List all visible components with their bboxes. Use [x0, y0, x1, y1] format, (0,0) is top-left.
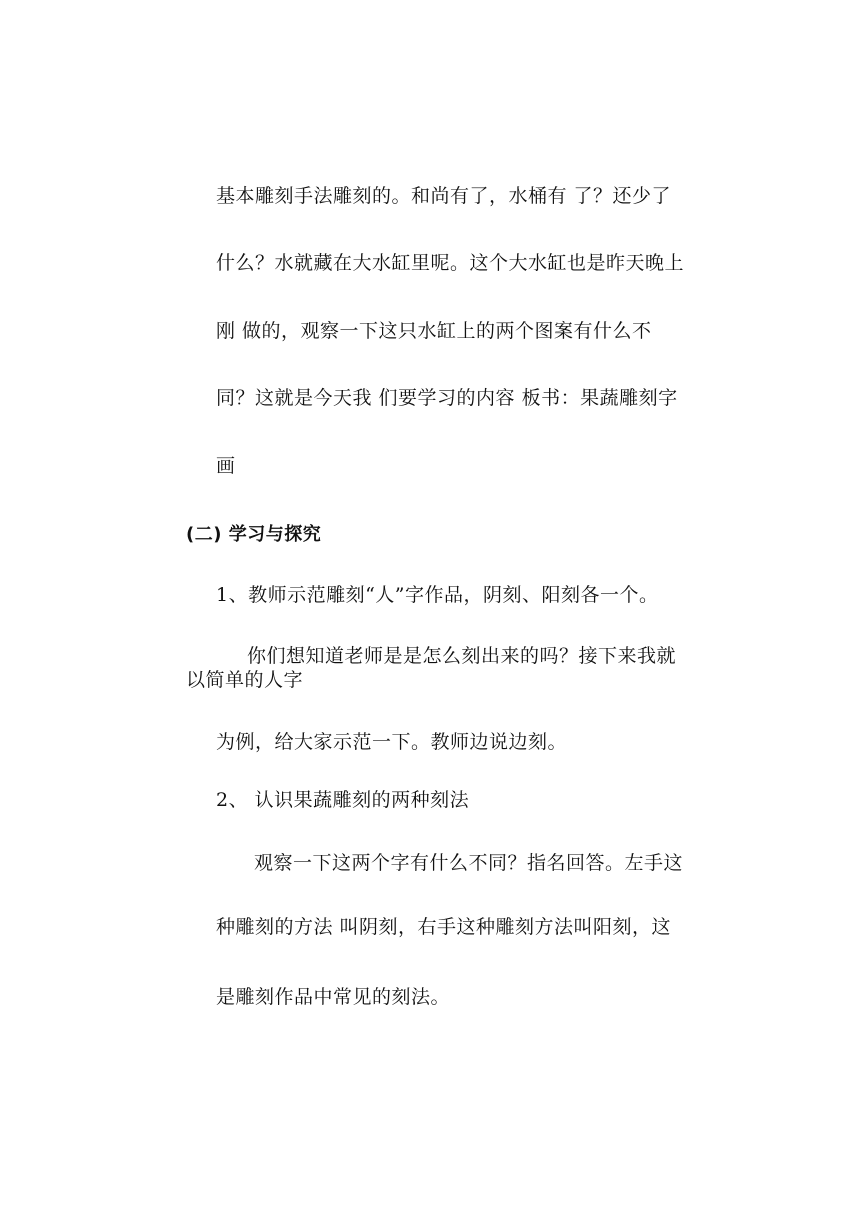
step1-title: 1、教师示范雕刻“人”字作品，阴刻、阳刻各一个。 [216, 584, 659, 606]
paragraph-line: 刚 做的，观察一下这只水缸上的两个图案有什么不 [216, 320, 652, 342]
paragraph-line: 同？这就是今天我 们要学习的内容 板书：果蔬雕刻字 [216, 387, 678, 409]
step2-line: 种雕刻的方法 叫阴刻，右手这种雕刻方法叫阳刻，这 [216, 916, 672, 938]
paragraph-line: 什么？水就藏在大水缸里呢。这个大水缸也是昨天晚上 [216, 252, 685, 274]
step2-line: 观察一下这两个字有什么不同？指名回答。左手这 [254, 852, 684, 874]
step1-line: 以简单的人字 [186, 669, 304, 691]
step2-title: 2、 认识果蔬雕刻的两种刻法 [216, 789, 470, 811]
section-heading: (二) 学习与探究 [186, 524, 322, 545]
paragraph-line: 基本雕刻手法雕刻的。和尚有了，水桶有 了？还少了 [216, 185, 672, 207]
step2-line: 是雕刻作品中常见的刻法。 [216, 986, 451, 1008]
step1-line: 你们想知道老师是是怎么刻出来的吗？接下来我就 [247, 645, 677, 667]
step1-line: 为例，给大家示范一下。教师边说边刻。 [216, 731, 568, 753]
paragraph-line: 画 [216, 455, 236, 477]
